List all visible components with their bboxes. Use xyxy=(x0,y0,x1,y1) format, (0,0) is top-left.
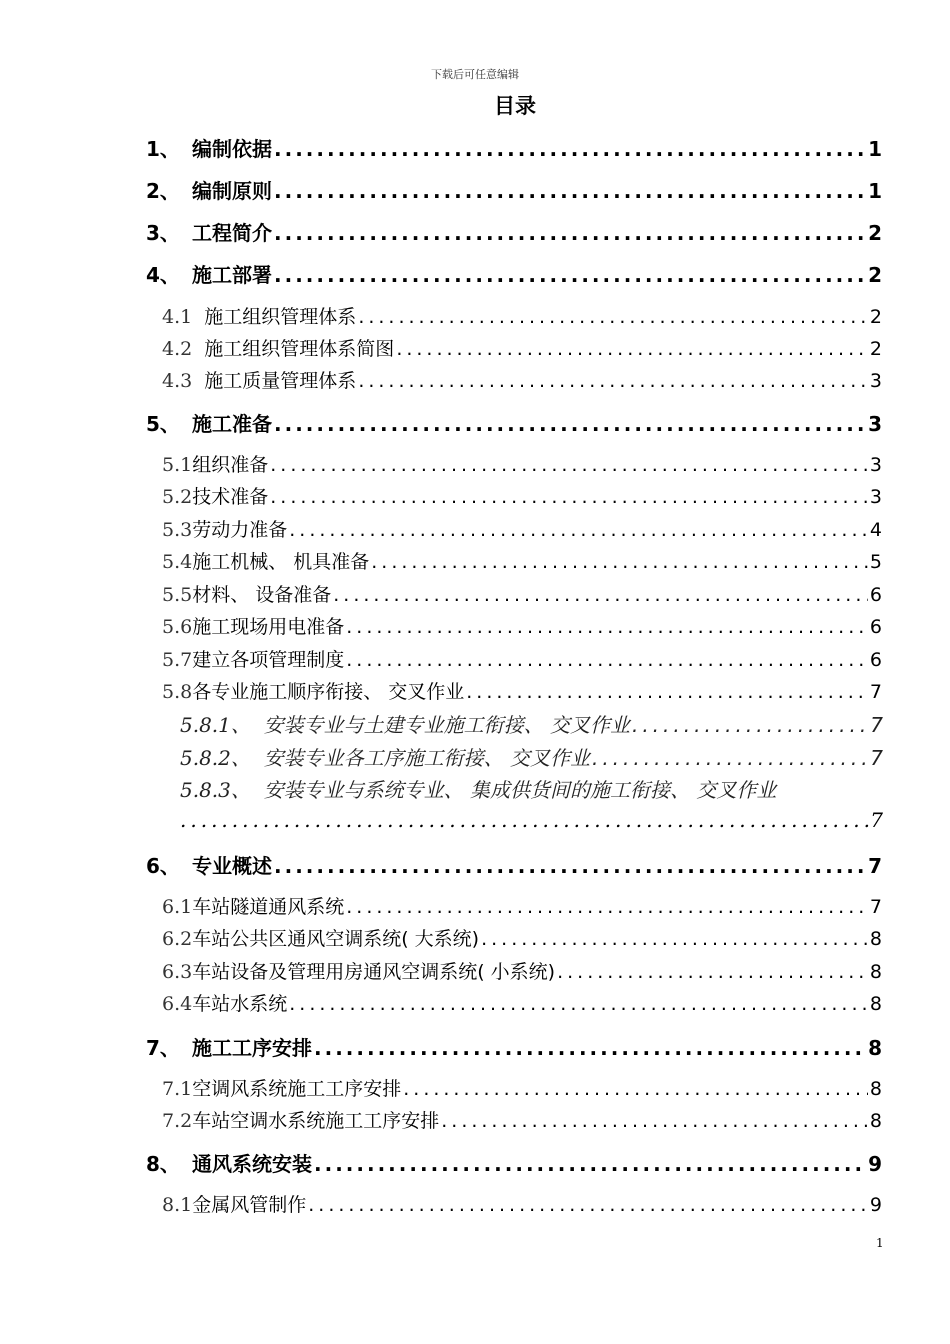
toc-entry[interactable]: 5.2 技术准备 ..... 3 xyxy=(162,482,882,509)
toc-entry[interactable]: 5.6 施工现场用电准备 ..... 6 xyxy=(162,612,882,639)
toc-entry[interactable]: 6、 专业概述 ..... 7 xyxy=(146,850,882,879)
page-number: 1 xyxy=(876,1236,884,1250)
toc-entry[interactable]: 7.2 车站空调水系统施工工序安排 ..... 8 xyxy=(162,1106,882,1133)
toc-entry[interactable]: 8、 通风系统安装 ..... 9 xyxy=(146,1148,882,1177)
toc-entry[interactable]: 7.1 空调风系统施工工序安排 ..... 8 xyxy=(162,1074,882,1101)
toc-entry[interactable]: 5.8.2、 安装专业各工序施工衔接、 交叉作业 ..... 7 xyxy=(180,742,883,771)
toc-entry[interactable]: 6.2 车站公共区通风空调系统( 大系统) ..... 8 xyxy=(162,924,882,951)
page-header: 下载后可任意编辑 xyxy=(431,68,519,81)
toc-entry[interactable]: 5.7 建立各项管理制度 ..... 6 xyxy=(162,645,882,672)
toc-entry[interactable]: 2、 编制原则 ..... 1 xyxy=(146,175,882,204)
toc-entry-continuation: ..... 7 xyxy=(180,808,883,832)
toc-entry[interactable]: 5.4 施工机械、 机具准备 ..... 5 xyxy=(162,547,882,574)
toc-entry[interactable]: 5.5 材料、 设备准备 ..... 6 xyxy=(162,580,882,607)
toc-entry[interactable]: 4.1 施工组织管理体系 ..... 2 xyxy=(162,302,882,329)
toc-title: 目录 xyxy=(494,94,536,118)
toc-entry[interactable]: 5.8.1、 安装专业与土建专业施工衔接、 交叉作业 ..... 7 xyxy=(180,709,883,738)
toc-entry[interactable]: 5、 施工准备 ..... 3 xyxy=(146,408,882,437)
toc-entry[interactable]: 5.3 劳动力准备 ..... 4 xyxy=(162,515,882,542)
toc-entry[interactable]: 5.8 各专业施工顺序衔接、 交叉作业 ..... 7 xyxy=(162,677,882,704)
toc-entry[interactable]: 4.2 施工组织管理体系简图 ..... 2 xyxy=(162,334,882,361)
toc-entry[interactable]: 5.1 组织准备 ..... 3 xyxy=(162,450,882,477)
toc-entry[interactable]: 8.1 金属风管制作 ..... 9 xyxy=(162,1190,882,1217)
toc-entry[interactable]: 7、 施工工序安排 ..... 8 xyxy=(146,1032,882,1061)
toc-entry[interactable]: 3、 工程简介 ..... 2 xyxy=(146,217,882,246)
toc-entry[interactable]: 6.3 车站设备及管理用房通风空调系统( 小系统) ..... 8 xyxy=(162,957,882,984)
toc-entry[interactable]: 4.3 施工质量管理体系 ..... 3 xyxy=(162,366,882,393)
toc-entry[interactable]: 6.1 车站隧道通风系统 ..... 7 xyxy=(162,892,882,919)
toc-entry[interactable]: 5.8.3、 安装专业与系统专业、 集成供货间的施工衔接、 交叉作业 xyxy=(180,778,777,802)
toc-entry[interactable]: 6.4 车站水系统 ..... 8 xyxy=(162,989,882,1016)
toc-entry[interactable]: 4、 施工部署 ..... 2 xyxy=(146,259,882,288)
toc-entry[interactable]: 1、 编制依据 ..... 1 xyxy=(146,133,882,162)
